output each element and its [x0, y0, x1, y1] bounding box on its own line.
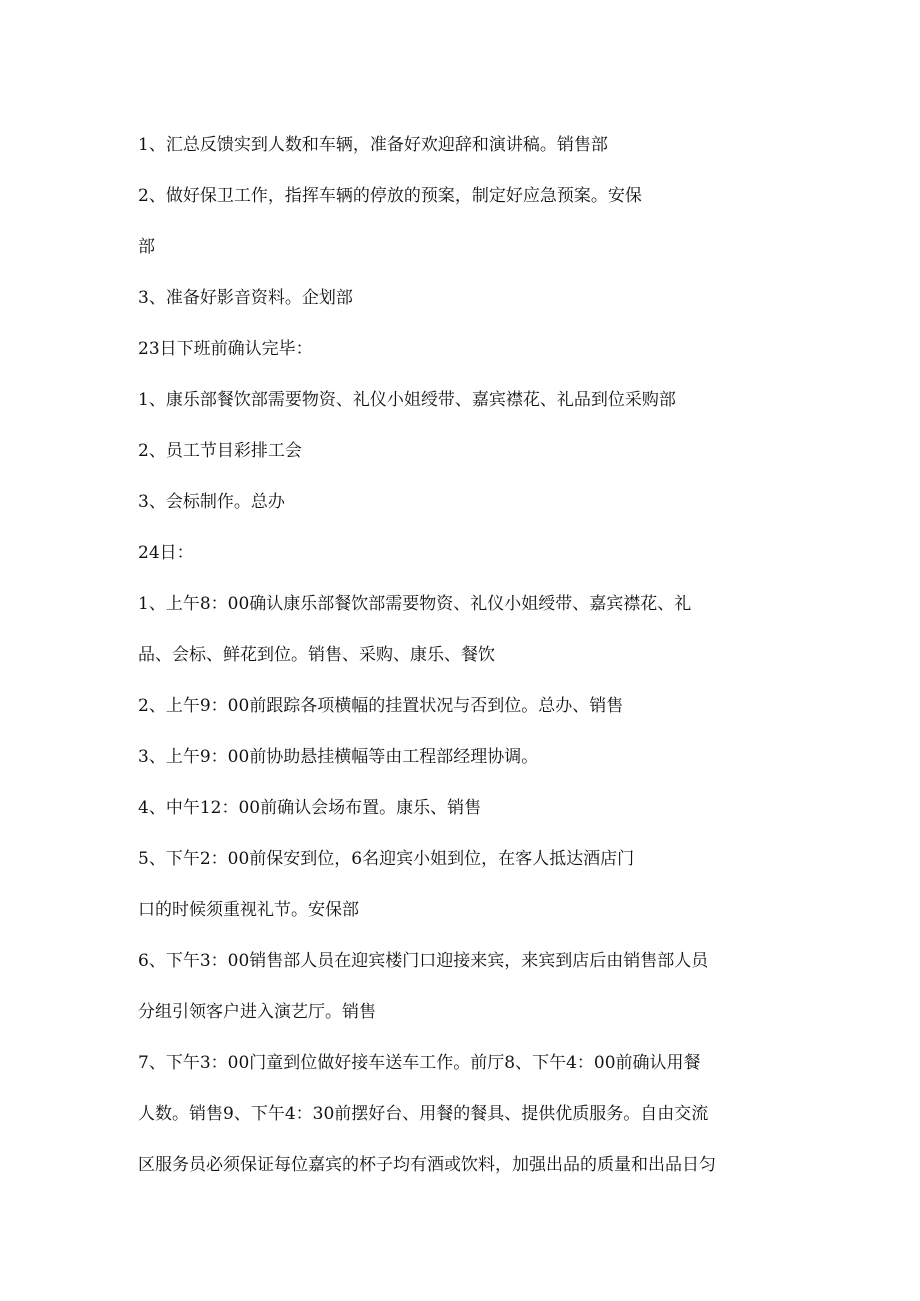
text-line-7: 2、员工节目彩排工会: [138, 441, 302, 461]
text-line-14: 4、中午12：00前确认会场布置。康乐、销售: [138, 798, 482, 818]
text-line-4: 3、准备好影音资料。企划部: [138, 288, 353, 308]
text-line-18: 分组引领客户进入演艺厅。销售: [138, 1002, 376, 1022]
text-line-15: 5、下午2：00前保安到位，6名迎宾小姐到位，在客人抵达酒店门: [138, 849, 635, 869]
text-line-8: 3、会标制作。总办: [138, 492, 285, 512]
text-line-17: 6、下午3：00销售部人员在迎宾楼门口迎接来宾，来宾到店后由销售部人员: [138, 951, 709, 971]
text-line-10: 1、上午8：00确认康乐部餐饮部需要物资、礼仪小姐绶带、嘉宾襟花、礼: [138, 594, 692, 614]
text-line-2: 2、做好保卫工作，指挥车辆的停放的预案，制定好应急预案。安保: [138, 186, 642, 206]
section-heading-23: 23日下班前确认完毕：: [138, 339, 313, 359]
text-line-12: 2、上午9：00前跟踪各项横幅的挂置状况与否到位。总办、销售: [138, 696, 624, 716]
text-line-3: 部: [138, 237, 155, 257]
section-heading-24: 24日：: [138, 543, 194, 563]
text-line-16: 口的时候须重视礼节。安保部: [138, 900, 359, 920]
document-body: [138, 120, 798, 1191]
text-line-20: 人数。销售9、下午4：30前摆好台、用餐的餐具、提供优质服务。自由交流: [138, 1104, 709, 1124]
text-line-13: 3、上午9：00前协助悬挂横幅等由工程部经理协调。: [138, 747, 539, 767]
text-line-1: 1、汇总反馈实到人数和车辆，准备好欢迎辞和演讲稿。销售部: [138, 135, 608, 155]
text-line-21: 区服务员必须保证每位嘉宾的杯子均有酒或饮料，加强出品的质量和出品日匀: [138, 1155, 716, 1175]
text-line-6: 1、康乐部餐饮部需要物资、礼仪小姐绶带、嘉宾襟花、礼品到位采购部: [138, 390, 676, 410]
text-line-19: 7、下午3：00门童到位做好接车送车工作。前厅8、下午4：00前确认用餐: [138, 1053, 701, 1073]
text-line-11: 品、会标、鲜花到位。销售、采购、康乐、餐饮: [138, 645, 495, 665]
